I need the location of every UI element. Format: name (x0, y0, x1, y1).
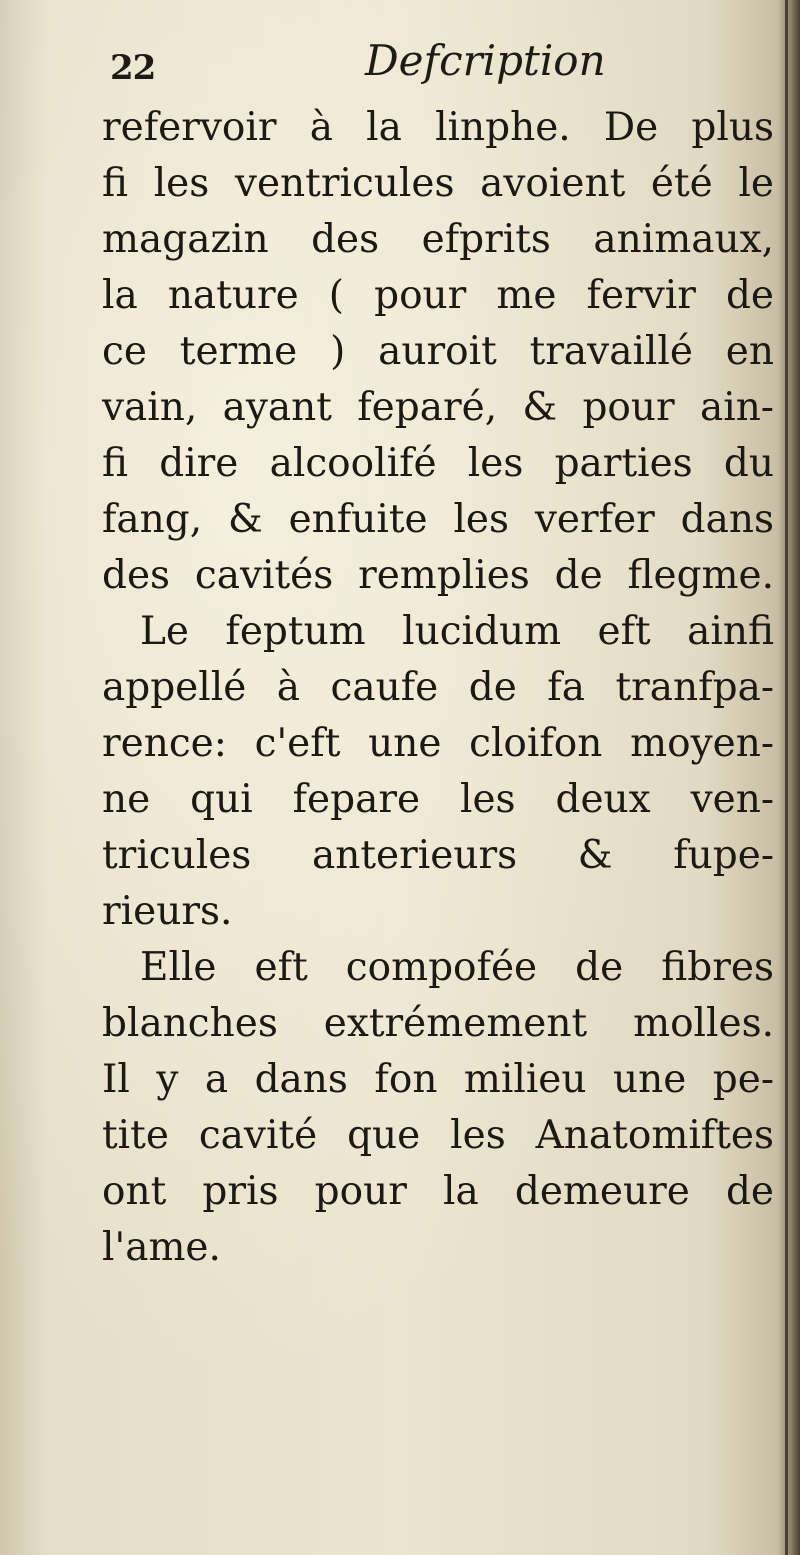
text-line: la nature ( pour me fervir de (102, 273, 774, 318)
text-line: fi les ventricules avoient été le (102, 161, 774, 206)
paragraph-start-line: Elle eft compofée de fibres (140, 945, 774, 990)
text-line: refervoir à la linphe. De plus (102, 105, 774, 150)
text-line: ont pris pour la demeure de (102, 1169, 774, 1214)
body-text (102, 100, 774, 1276)
text-line: tite cavité que les Anatomiftes (102, 1113, 774, 1158)
page-number: 22 (110, 48, 156, 88)
paragraph-end-line: rieurs. (102, 889, 233, 934)
text-line: tricules anterieurs & fupe- (102, 833, 774, 878)
text-line: fi dire alcoolifé les parties du (102, 441, 774, 486)
page-edge-shadow (778, 0, 800, 1555)
text-line: Il y a dans fon milieu une pe- (102, 1057, 774, 1102)
paragraph-start-line: Le feptum lucidum eft ainfi (140, 609, 774, 654)
text-line: ce terme ) auroit travaillé en (102, 329, 774, 374)
text-line: appellé à caufe de fa tranfpa- (102, 665, 774, 710)
text-line: vain, ayant feparé, & pour ain- (102, 385, 774, 430)
running-head (100, 34, 780, 94)
text-line: rence: c'eft une cloifon moyen- (102, 721, 774, 766)
text-line: ne qui fepare les deux ven- (102, 777, 774, 822)
paragraph-end-line: l'ame. (102, 1225, 221, 1270)
text-line: fang, & enfuite les verfer dans (102, 497, 774, 542)
text-line: des cavités remplies de flegme. (102, 553, 774, 598)
text-line: blanches extrémement molles. (102, 1001, 774, 1046)
text-line: magazin des efprits animaux, (102, 217, 774, 262)
page-edge-line (785, 0, 788, 1555)
running-title: Defcription (365, 36, 606, 85)
